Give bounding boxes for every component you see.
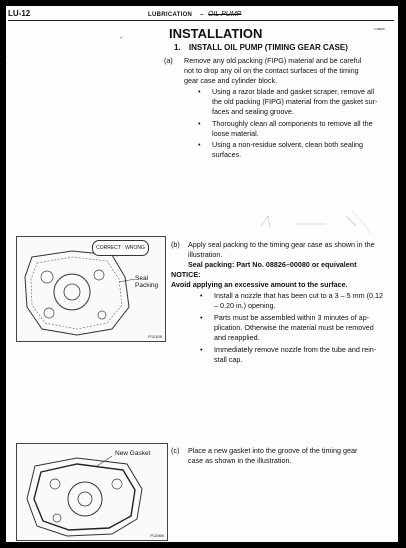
section-title: INSTALLATION [169, 26, 263, 41]
bullet-line: Install a nozzle that has been cut to a 3 – 5 mm (0.12 [214, 291, 384, 300]
figure-new-gasket [16, 443, 168, 541]
figure-code: P12069 [150, 533, 164, 538]
notice-text: Avoid applying an excessive amount to the surface. [171, 280, 348, 289]
para-a-label: (a) [164, 56, 173, 65]
seal-packing-spec: Seal packing: Part No. 08826–00080 or equivalent [188, 260, 357, 269]
bullet-icon: • [200, 291, 203, 300]
bullet-line: Using a razor blade and gasket scraper, remove all [212, 87, 375, 96]
bullet-line: Parts must be assembled within 3 minutes of ap- [214, 313, 370, 322]
bullet-line: the old packing (FIPG) material from the gasket sur- [212, 97, 378, 106]
section-name: LUBRICATION – [148, 12, 204, 18]
bullet-line: Immediately remove nozzle from the tube and rein- [214, 345, 377, 354]
bullet-line: plication. Otherwise the material must be removed [214, 323, 374, 332]
figure-seal-packing [16, 236, 166, 342]
para-a-line: not to drop any oil on the contact surfaces of the timing [184, 66, 359, 75]
new-gasket-label: New Gasket [115, 450, 151, 457]
bullet-line: and reapplied. [214, 333, 260, 342]
header-rule [8, 20, 394, 21]
para-a-line: gear case and cylinder block. [184, 76, 278, 85]
scan-speck: · [6, 54, 8, 60]
gasket-drawing [17, 444, 167, 540]
correct-wrong-callout: CORRECT WRONG [92, 240, 149, 256]
para-b-label: (b) [171, 240, 180, 249]
para-c-line: Place a new gasket into the groove of the timing gear [188, 446, 358, 455]
figure-code: P12109 [148, 334, 162, 339]
bullet-line: stall cap. [214, 355, 243, 364]
seal-packing-label: Seal Packing [135, 275, 159, 289]
bullet-icon: • [198, 87, 201, 96]
para-c-line: case as shown in the illustration. [188, 456, 292, 465]
bullet-line: Thoroughly clean all components to remove all the [212, 119, 373, 128]
bullet-line: Using a non-residue solvent, clean both sealing [212, 140, 364, 149]
bullet-line: – 0.20 in.) opening. [214, 301, 276, 310]
figure-code-top: LU0000 [374, 27, 385, 31]
manual-page [6, 6, 398, 542]
bullet-line: surfaces. [212, 150, 242, 159]
para-b-line: Apply seal packing to the timing gear case as shown in the [188, 240, 375, 249]
faint-scan-marks [256, 206, 376, 236]
para-c-label: (c) [171, 446, 180, 455]
subsection-name: OIL PUMP [208, 11, 242, 18]
para-b-line: illustration. [188, 250, 223, 259]
bullet-icon: • [198, 140, 201, 149]
bullet-icon: • [200, 313, 203, 322]
scan-speck: • [120, 36, 123, 42]
notice-heading: NOTICE: [171, 270, 201, 279]
step-heading: 1. INSTALL OIL PUMP (TIMING GEAR CASE) [174, 43, 348, 52]
bullet-line: loose material. [212, 129, 259, 138]
para-a-line: Remove any old packing (FIPG) material and be careful [184, 56, 362, 65]
bullet-icon: • [198, 119, 201, 128]
page-number: LU-12 [8, 9, 31, 18]
bullet-icon: • [200, 345, 203, 354]
bullet-line: faces and sealing groove. [212, 107, 294, 116]
